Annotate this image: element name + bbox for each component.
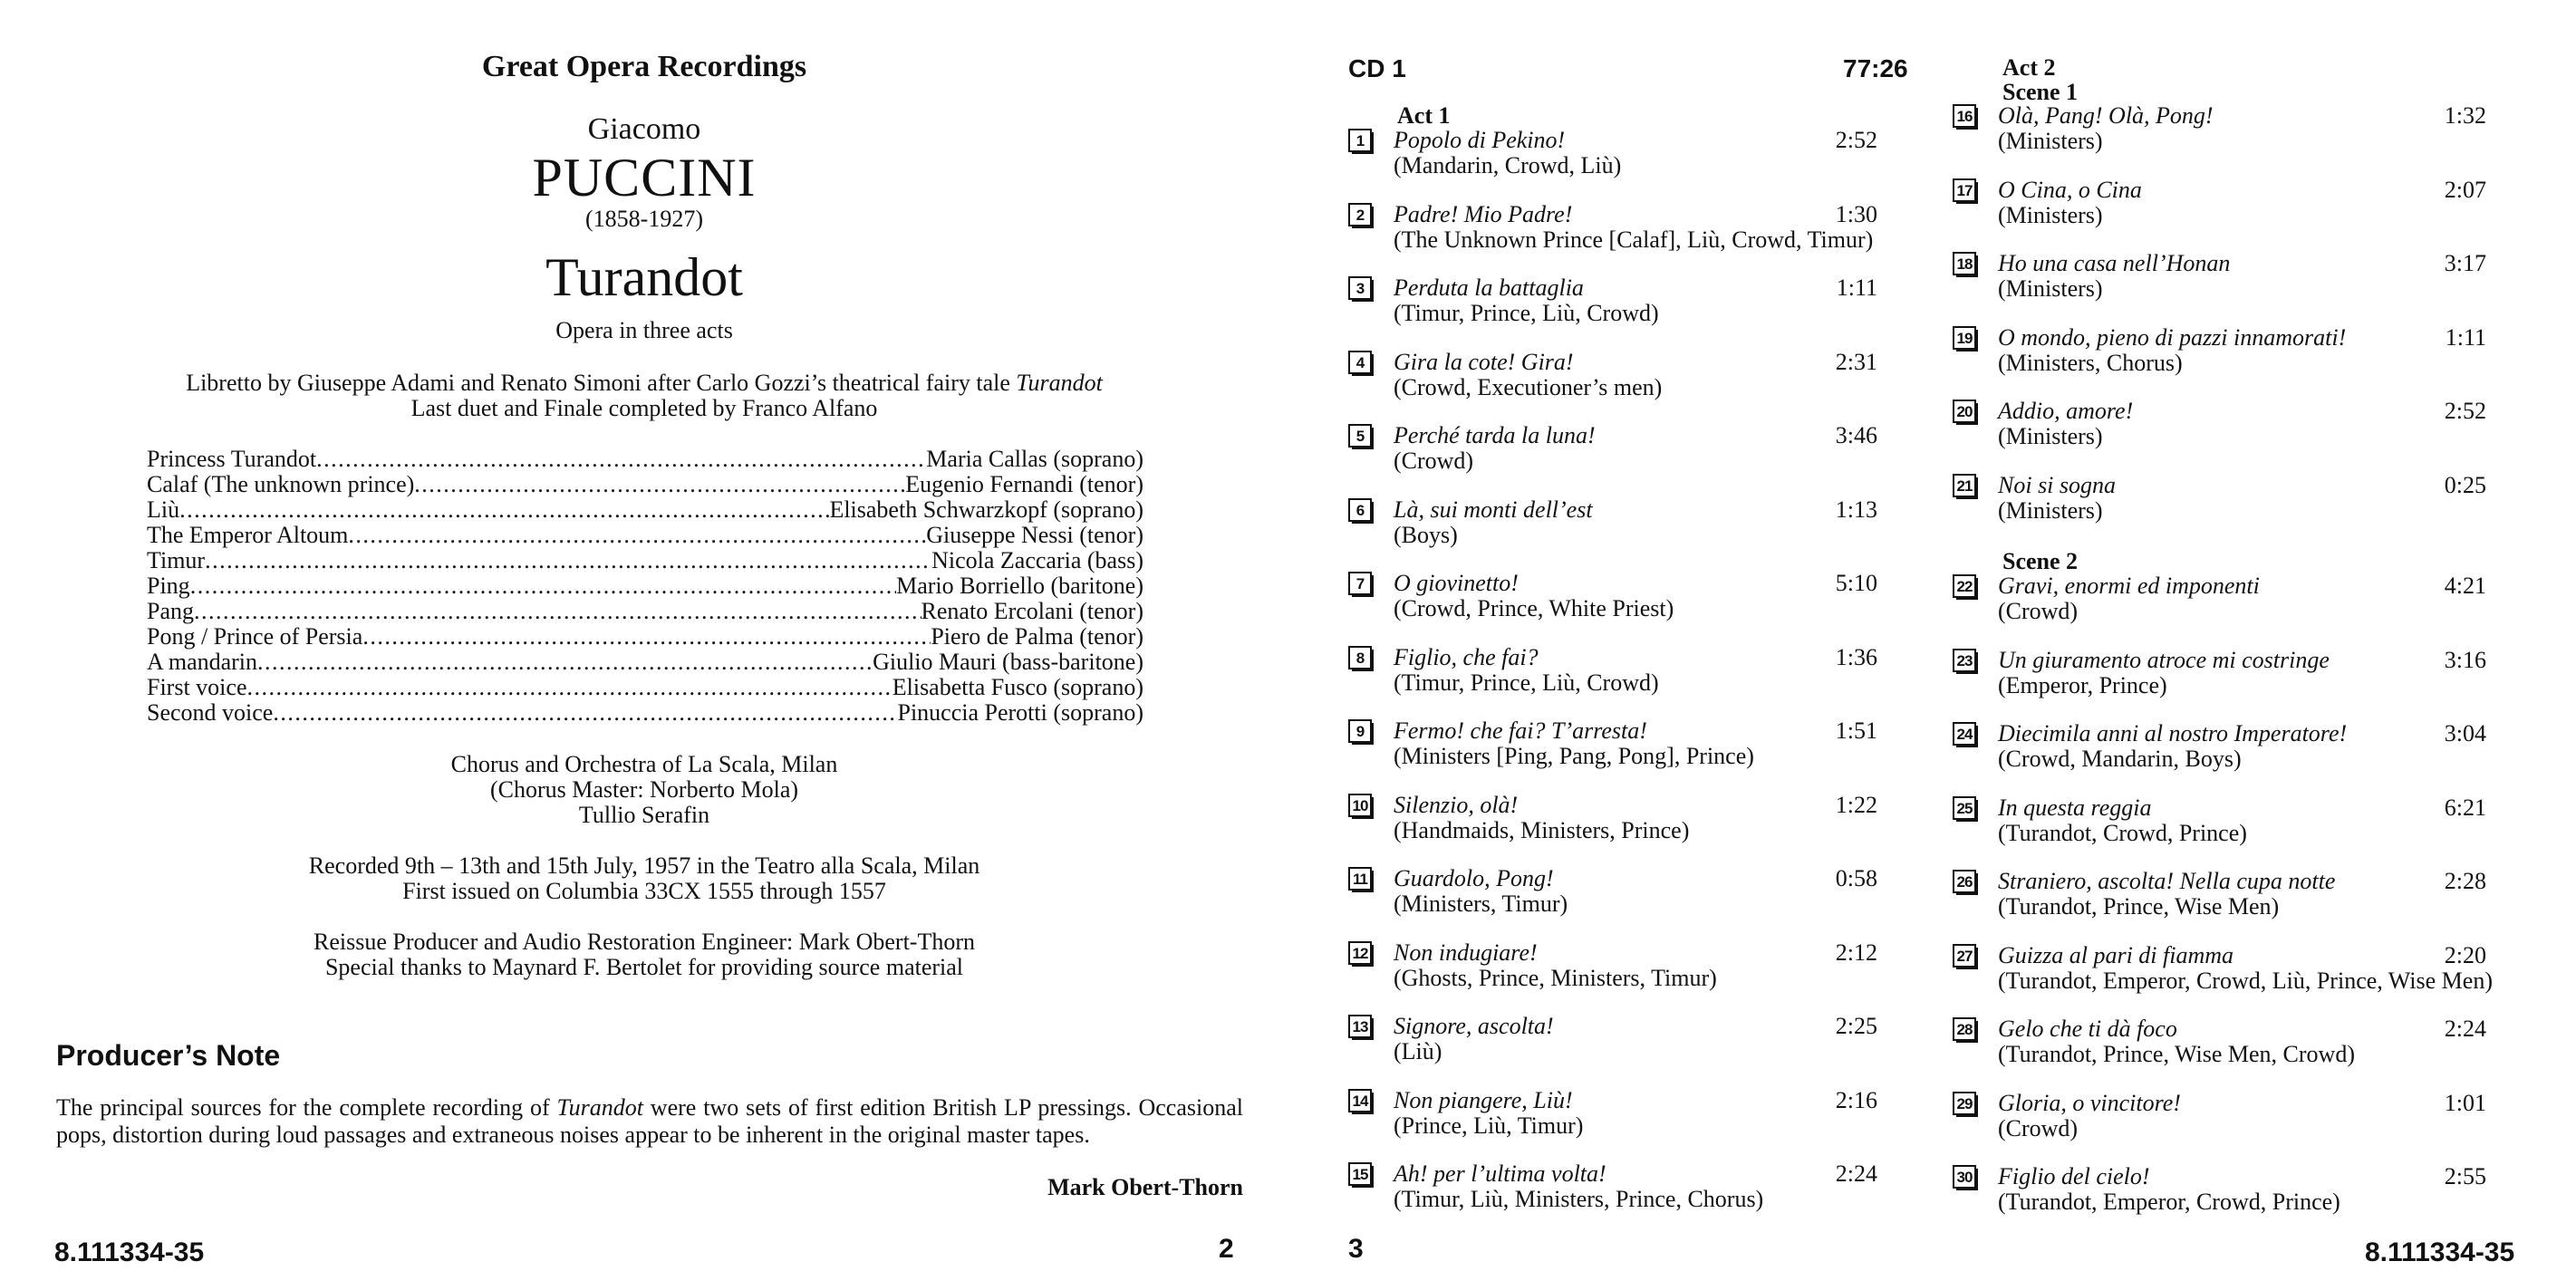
track-duration: 2:31 — [1835, 348, 1877, 375]
cd-duration: 77:26 — [1843, 54, 1908, 82]
libretto-line-2: Last duet and Finale completed by Franco Alfano — [410, 395, 878, 421]
track-duration: 2:24 — [1835, 1160, 1877, 1187]
track-cast: (Ghosts, Prince, Ministers, Timur) — [1394, 964, 1717, 991]
cast-row — [147, 472, 1143, 497]
track-duration: 3:04 — [2444, 720, 2486, 746]
track-title: Guizza al pari di fiamma — [1998, 941, 2234, 968]
track-duration: 1:32 — [2444, 102, 2486, 129]
track-duration: 2:16 — [1835, 1086, 1877, 1113]
track-number-box: 20 — [1953, 400, 1976, 423]
track-duration: 1:36 — [1835, 643, 1877, 670]
track-number-box: 15 — [1348, 1162, 1372, 1186]
cast-role: Ping — [147, 573, 190, 599]
track-number-box: 8 — [1348, 646, 1372, 669]
track-cast: (Prince, Liù, Timur) — [1394, 1112, 1584, 1139]
track-row — [1348, 865, 1877, 916]
track-row — [1348, 127, 1877, 178]
track-row — [1348, 717, 1877, 768]
track-number-box: 14 — [1348, 1089, 1372, 1112]
track-row — [1348, 496, 1877, 547]
cast-singer: Maria Callas (soprano) — [926, 446, 1143, 472]
track-number-box: 27 — [1953, 944, 1976, 968]
track-row — [1953, 720, 2486, 771]
chorus-master-line: (Chorus Master: Norberto Mola) — [489, 776, 799, 803]
track-number-box: 26 — [1953, 870, 1976, 893]
cast-singer: Elisabeth Schwarzkopf (soprano) — [829, 496, 1143, 523]
cast-role: Second voice — [147, 699, 274, 726]
track-row — [1348, 274, 1877, 325]
cast-leader-dots — [205, 548, 931, 573]
track-title: Non indugiare! — [1394, 939, 1538, 966]
track-row — [1953, 573, 2486, 623]
track-number-box: 19 — [1953, 326, 1976, 350]
track-cast: (Ministers) — [1998, 423, 2103, 449]
track-duration: 1:11 — [2445, 323, 2486, 351]
track-cast: (Ministers) — [1998, 201, 2103, 228]
cast-singer: Nicola Zaccaria (bass) — [931, 547, 1143, 573]
track-duration: 6:21 — [2444, 794, 2486, 821]
cast-row — [147, 624, 1143, 650]
first-issued-line: First issued on Columbia 33CX 1555 through 1557 — [402, 878, 886, 904]
track-duration: 2:25 — [1835, 1013, 1877, 1039]
track-row — [1953, 647, 2486, 698]
cast-row — [147, 523, 1143, 548]
cast-list — [147, 447, 1143, 726]
track-cast: (Timur, Liù, Ministers, Prince, Chorus) — [1394, 1186, 1764, 1212]
track-duration: 2:52 — [1835, 127, 1877, 153]
track-number-box: 16 — [1953, 104, 1976, 128]
track-row — [1953, 1016, 2486, 1066]
track-title: Non piangere, Liù! — [1394, 1086, 1573, 1113]
track-number-box: 13 — [1348, 1015, 1372, 1038]
composer-dates: (1858-1927) — [585, 206, 703, 232]
cast-singer: Eugenio Fernandi (tenor) — [905, 471, 1143, 497]
cast-role: Princess Turandot — [147, 446, 317, 472]
track-cast: (Crowd, Prince, White Priest) — [1394, 595, 1674, 621]
cast-role: Timur — [147, 547, 206, 573]
producer-signature: Mark Obert-Thorn — [1047, 1174, 1243, 1200]
track-title: Silenzio, olà! — [1394, 791, 1519, 818]
track-title: O giovinetto! — [1394, 570, 1519, 596]
track-number-box: 21 — [1953, 474, 1976, 497]
track-row — [1953, 324, 2486, 375]
cast-leader-dots — [190, 573, 896, 599]
track-duration: 2:07 — [2444, 176, 2486, 203]
track-cast: (Crowd) — [1394, 448, 1474, 474]
track-number-box: 3 — [1348, 276, 1372, 300]
cast-row — [147, 700, 1143, 726]
libretto-line-1 — [0, 371, 1288, 396]
track-title: Guardolo, Pong! — [1394, 865, 1554, 891]
cast-row — [147, 599, 1143, 624]
series-title: Great Opera Recordings — [481, 50, 807, 83]
track-number-box: 5 — [1348, 424, 1372, 448]
track-number-box: 17 — [1953, 178, 1976, 202]
track-title: Gravi, enormi ed imponenti — [1998, 573, 2260, 599]
track-row — [1348, 1160, 1877, 1211]
cd-label: CD 1 — [1348, 54, 1406, 82]
track-cast: (Turandot, Emperor, Crowd, Prince) — [1998, 1189, 2340, 1215]
recording-info — [0, 853, 1288, 904]
track-number-box: 28 — [1953, 1017, 1976, 1041]
scene2-label: Scene 2 — [2002, 548, 2079, 574]
opera-subtitle: Opera in three acts — [555, 317, 733, 343]
track-title: O Cina, o Cina — [1998, 176, 2142, 203]
track-row — [1348, 644, 1877, 695]
right-page-number: 3 — [1348, 1234, 1364, 1264]
track-duration: 5:10 — [1835, 570, 1877, 596]
conductor-line: Tullio Serafin — [578, 802, 710, 828]
track-row — [1348, 570, 1877, 621]
producer-text-end: were two sets of first edition British LP pressings. Occasional pops, distortion during loud passages and extraneous noises appear to be inherent in the original master tapes. — [56, 1094, 1243, 1148]
track-cast: (Crowd, Mandarin, Boys) — [1998, 746, 2242, 772]
producer-text-italic: Turandot — [556, 1094, 643, 1121]
track-title: Ho una casa nell’Honan — [1998, 250, 2231, 276]
track-title: Gira la cote! Gira! — [1394, 348, 1574, 375]
track-duration: 1:22 — [1835, 791, 1877, 818]
right-catalog-number: 8.111334-35 — [2365, 1237, 2515, 1267]
right-page — [1288, 0, 2576, 1271]
track-cast: (Turandot, Emperor, Crowd, Liù, Prince, Wise Men) — [1998, 967, 2493, 994]
act2-label: Act 2 — [2002, 54, 2056, 81]
left-catalog-number: 8.111334-35 — [54, 1237, 205, 1267]
cast-role: A mandarin — [147, 649, 258, 675]
track-cast: (Ministers) — [1998, 128, 2103, 154]
track-number-box: 24 — [1953, 722, 1976, 746]
libretto-title-italic: Turandot — [1016, 370, 1103, 396]
track-duration: 2:24 — [2444, 1016, 2486, 1042]
cast-role: First voice — [147, 674, 247, 700]
track-title: Olà, Pang! Olà, Pong! — [1998, 102, 2214, 129]
track-title: Gelo che ti dà foco — [1998, 1016, 2177, 1042]
recorded-line: Recorded 9th – 13th and 15th July, 1957 in the Teatro alla Scala, Milan — [308, 852, 980, 879]
track-row — [1953, 177, 2486, 227]
track-number-box: 23 — [1953, 649, 1976, 672]
track-row — [1348, 201, 1877, 252]
track-cast: (Ministers [Ping, Pang, Pong], Prince) — [1394, 743, 1754, 769]
track-cast: (Turandot, Crowd, Prince) — [1998, 819, 2247, 846]
track-duration: 2:55 — [2444, 1163, 2486, 1189]
cast-leader-dots — [362, 624, 931, 650]
track-cast: (Crowd) — [1998, 598, 2079, 624]
libretto-text: Libretto by Giuseppe Adami and Renato Simoni after Carlo Gozzi’s theatrical fairy tale — [186, 370, 1017, 396]
track-cast: (Ministers, Timur) — [1394, 891, 1568, 917]
track-cast: (Timur, Prince, Liù, Crowd) — [1394, 300, 1659, 326]
track-title: Perché tarda la luna! — [1394, 422, 1596, 448]
track-duration: 0:25 — [2444, 471, 2486, 498]
track-number-box: 11 — [1348, 867, 1372, 891]
track-number-box: 2 — [1348, 203, 1372, 226]
track-row — [1348, 792, 1877, 843]
cast-row — [147, 548, 1143, 573]
track-title: Figlio, che fai? — [1394, 643, 1539, 670]
track-number-box: 4 — [1348, 351, 1372, 374]
track-cast: (Crowd) — [1998, 1114, 2079, 1141]
left-page-number: 2 — [1219, 1234, 1234, 1264]
cast-row — [147, 497, 1143, 523]
track-title: Fermo! che fai? T’arresta! — [1394, 717, 1647, 744]
track-duration: 1:30 — [1835, 200, 1877, 227]
track-row — [1348, 349, 1877, 400]
track-duration: 3:17 — [2444, 250, 2486, 276]
track-duration: 2:12 — [1835, 939, 1877, 966]
track-number-box: 9 — [1348, 719, 1372, 743]
track-cast: (Crowd, Executioner’s men) — [1394, 373, 1663, 400]
track-title: In questa reggia — [1998, 794, 2152, 821]
track-cast: (Ministers, Chorus) — [1998, 349, 2183, 376]
track-row — [1953, 472, 2486, 523]
cast-leader-dots — [179, 497, 829, 523]
cast-singer: Giulio Mauri (bass-baritone) — [873, 649, 1143, 675]
track-duration: 1:11 — [1836, 274, 1877, 301]
track-duration: 4:21 — [2444, 573, 2486, 599]
track-row — [1953, 794, 2486, 845]
cast-leader-dots — [316, 447, 926, 472]
orchestra-line: Chorus and Orchestra of La Scala, Milan — [450, 751, 838, 777]
track-duration: 2:52 — [2444, 398, 2486, 424]
track-row — [1348, 939, 1877, 990]
track-row — [1348, 1013, 1877, 1064]
track-title: Noi si sogna — [1998, 471, 2117, 498]
cast-singer: Mario Borriello (baritone) — [896, 573, 1143, 599]
track-title: Figlio del cielo! — [1998, 1163, 2150, 1189]
track-cast: (Ministers) — [1998, 275, 2103, 302]
track-number-box: 12 — [1348, 941, 1372, 965]
track-title: Gloria, o vincitore! — [1998, 1089, 2181, 1116]
track-cast: (Liù) — [1394, 1038, 1442, 1064]
cast-row — [147, 447, 1143, 472]
track-row — [1953, 398, 2486, 448]
track-duration: 3:16 — [2444, 646, 2486, 673]
cast-row — [147, 650, 1143, 675]
track-duration: 2:20 — [2444, 941, 2486, 968]
track-cast: (Ministers) — [1998, 496, 2103, 524]
track-cast: (Turandot, Prince, Wise Men) — [1998, 893, 2280, 920]
scene1-label: Scene 1 — [2002, 79, 2079, 105]
producer-note-text — [56, 1094, 1243, 1149]
cast-leader-dots — [194, 599, 921, 624]
track-number-box: 30 — [1953, 1165, 1976, 1189]
track-number-box: 6 — [1348, 498, 1372, 522]
producer-credit-line: Reissue Producer and Audio Restoration Engineer: Mark Obert-Thorn — [314, 929, 975, 955]
track-cast: (Boys) — [1394, 521, 1458, 548]
track-number-box: 18 — [1953, 252, 1976, 275]
production-credits — [0, 929, 1288, 980]
track-row — [1953, 250, 2486, 301]
track-row — [1953, 868, 2486, 919]
track-title: Ah! per l’ultima volta! — [1394, 1160, 1606, 1187]
track-duration: 3:46 — [1835, 422, 1877, 448]
track-duration: 1:01 — [2444, 1089, 2486, 1116]
track-row — [1953, 102, 2486, 153]
track-row — [1953, 1163, 2486, 1214]
cast-row — [147, 675, 1143, 700]
track-title: Popolo di Pekino! — [1394, 127, 1566, 153]
track-number-box: 22 — [1953, 574, 1976, 598]
track-cast: (Turandot, Prince, Wise Men, Crowd) — [1998, 1041, 2355, 1067]
track-row — [1348, 422, 1877, 473]
track-duration: 1:13 — [1835, 496, 1877, 523]
track-cast: (Mandarin, Crowd, Liù) — [1394, 152, 1622, 178]
track-row — [1348, 1087, 1877, 1138]
cast-leader-dots — [414, 472, 905, 497]
cast-singer: Piero de Palma (tenor) — [931, 623, 1143, 650]
cast-singer: Renato Ercolani (tenor) — [921, 598, 1143, 624]
cast-singer: Pinuccia Perotti (soprano) — [897, 699, 1143, 726]
track-duration: 2:28 — [2444, 868, 2486, 894]
track-title: Padre! Mio Padre! — [1394, 200, 1573, 227]
cast-leader-dots — [348, 523, 926, 548]
cast-role: Calaf (The unknown prince) — [147, 471, 415, 497]
opera-title: Turandot — [545, 247, 743, 307]
track-title: Perduta la battaglia — [1394, 274, 1584, 301]
composer-last-name: PUCCINI — [532, 148, 757, 207]
performers-block — [0, 752, 1288, 828]
track-number-box: 10 — [1348, 794, 1372, 817]
cast-role: Pong / Prince of Persia — [147, 623, 363, 650]
track-row — [1953, 941, 2493, 994]
track-cast: (Handmaids, Ministers, Prince) — [1394, 816, 1690, 843]
track-number-box: 25 — [1953, 796, 1976, 820]
cast-leader-dots — [273, 700, 897, 726]
producer-text-start: The principal sources for the complete recording of — [56, 1094, 557, 1121]
track-title: Un giuramento atroce mi costringe — [1998, 646, 2330, 673]
track-title: Straniero, ascolta! Nella cupa notte — [1998, 868, 2336, 894]
act1-label: Act 1 — [1397, 102, 1451, 129]
cast-row — [147, 573, 1143, 599]
track-row — [1953, 1090, 2486, 1141]
track-title: O mondo, pieno di pazzi innamorati! — [1998, 323, 2347, 351]
cast-role: Pang — [147, 598, 194, 624]
cast-singer: Giuseppe Nessi (tenor) — [926, 522, 1143, 548]
track-title: Addio, amore! — [1998, 398, 2134, 424]
track-cast: (Emperor, Prince) — [1998, 671, 2167, 698]
track-title: Signore, ascolta! — [1394, 1013, 1554, 1039]
producer-note-heading: Producer’s Note — [56, 1039, 281, 1072]
cast-singer: Elisabetta Fusco (soprano) — [892, 674, 1143, 700]
cast-leader-dots — [257, 650, 873, 675]
track-title: Diecimila anni al nostro Imperatore! — [1998, 720, 2348, 746]
cast-leader-dots — [247, 675, 892, 700]
track-title: Là, sui monti dell’est — [1394, 496, 1593, 523]
track-number-box: 7 — [1348, 572, 1372, 595]
track-number-box: 1 — [1348, 129, 1372, 152]
track-duration: 1:51 — [1835, 717, 1877, 744]
cast-role: The Emperor Altoum — [147, 522, 349, 548]
track-cast: (The Unknown Prince [Calaf], Liù, Crowd, Timur) — [1394, 226, 1874, 253]
composer-first-name: Giacomo — [587, 112, 701, 146]
track-number-box: 29 — [1953, 1092, 1976, 1115]
thanks-line: Special thanks to Maynard F. Bertolet for providing source material — [324, 954, 964, 980]
cast-role: Liù — [147, 496, 180, 523]
track-duration: 0:58 — [1835, 865, 1877, 891]
libretto-credit — [0, 371, 1288, 421]
track-cast: (Timur, Prince, Liù, Crowd) — [1394, 669, 1659, 696]
